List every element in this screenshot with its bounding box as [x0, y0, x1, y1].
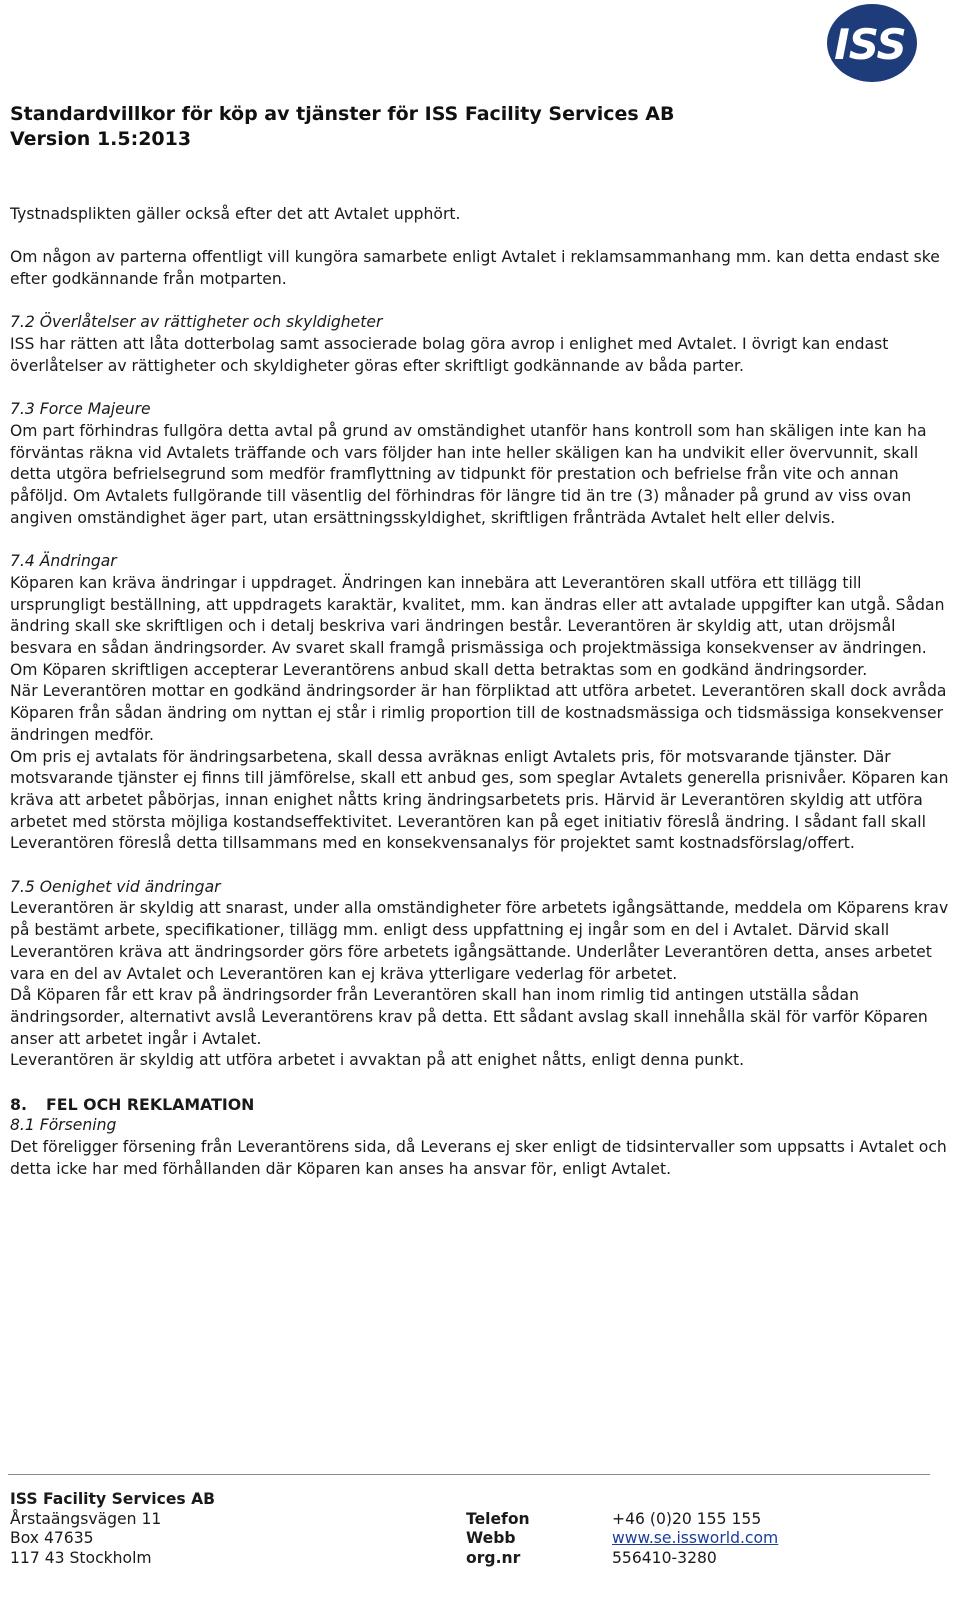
- section-heading-7-4: 7.4 Ändringar: [10, 552, 117, 571]
- chapter-title-8: FEL OCH REKLAMATION: [46, 1094, 255, 1114]
- paragraph-publicity: Om någon av parterna offentligt vill kungöra samarbete enligt Avtalet i reklamsammanhang mm. kan detta endast ske efter godkännande från motparten.: [10, 248, 940, 289]
- title-line-1: Standardvillkor för köp av tjänster för ISS Facility Services AB: [10, 103, 675, 125]
- document-body: [10, 204, 955, 1181]
- section-7-4: [10, 551, 955, 855]
- footer-phone-label: Telefon: [466, 1509, 530, 1528]
- section-text-8-1: Det föreligger försening från Leverantörens sida, då Leverans ej sker enligt de tidsintervaller som uppsatts i Avtalet och detta icke har med förhållanden där Köparen kan anses ha ansvar för, enligt Avtalet.: [10, 1138, 947, 1178]
- section-text-7-5-c: Leverantören är skyldig att utföra arbetet i avvaktan på att enighet nåtts, enligt denna punkt.: [10, 1051, 745, 1070]
- footer-company-name: ISS Facility Services AB: [10, 1490, 216, 1508]
- title-version: Version 1.5:2013: [10, 128, 192, 150]
- section-text-7-3: Om part förhindras fullgöra detta avtal på grund av omständighet utanför hans kontroll som han skäligen inte kan ha förväntas räkna vid Avtalets träffande och vars följder han inte heller skäligen kan ha undvikit eller övervunnit, skall detta utgöra befrielsegrund som medför framflyttning av tidpunkt för prestation och befrielse från vite och annan påföljd. Om Avtalets fullgörande till väsentlig del förhindras för längre tid än tre (3) månader på grund av viss ovan angiven omständighet äger part, utan ersättningsskyldighet, skriftligen frånträda Avtalet helt eller delvis.: [10, 421, 927, 527]
- footer-divider: [8, 1474, 930, 1475]
- section-text-7-4-b: När Leverantören mottar en godkänd ändringsorder är han förpliktad att utföra arbetet. Leverantören skall dock avråda Köparen från sådan ändring om nyttan ej står i rimlig proportion till de kostnadsmässiga och tidsmässiga konsekvenser ändringen medför.: [10, 682, 947, 744]
- section-7-2: [10, 312, 955, 377]
- footer-phone-value: +46 (0)20 155 155: [612, 1509, 762, 1528]
- footer-box: Box 47635: [10, 1529, 94, 1547]
- section-heading-7-2: 7.2 Överlåtelser av rättigheter och skyldigheter: [10, 313, 383, 332]
- chapter-heading-8: [10, 1094, 955, 1116]
- footer-city: 117 43 Stockholm: [10, 1548, 152, 1567]
- section-heading-7-3: 7.3 Force Majeure: [10, 400, 151, 419]
- document-title: [10, 102, 675, 152]
- section-text-7-5-b: Då Köparen får ett krav på ändringsorder från Leverantören skall han inom rimlig tid antingen utställa sådan ändringsorder, alternativt avslå Leverantörens krav på detta. Ett sådant avslag skall innehålla skäl för varför Köparen anser att arbetet ingår i Avtalet.: [10, 986, 928, 1048]
- page-footer: [10, 1490, 940, 1590]
- chapter-number-8: 8.: [10, 1094, 27, 1114]
- svg-text:ISS: ISS: [834, 20, 906, 69]
- section-text-7-2: ISS har rätten att låta dotterbolag samt associerade bolag göra avrop i enlighet med Avtalet. I övrigt kan endast överlåtelser av rättigheter och skyldigheter göras efter skriftligt godkännande av båda parter.: [10, 335, 889, 375]
- footer-street: Årstaängsvägen 11: [10, 1509, 162, 1528]
- iss-logo-icon: [826, 3, 918, 83]
- section-7-5: [10, 877, 955, 1072]
- footer-org-label: org.nr: [466, 1548, 521, 1567]
- section-8: [10, 1094, 955, 1181]
- section-7-3: [10, 399, 955, 529]
- section-heading-7-5: 7.5 Oenighet vid ändringar: [10, 877, 221, 896]
- section-heading-8-1: 8.1 Försening: [10, 1116, 117, 1135]
- section-text-7-5-a: Leverantören är skyldig att snarast, under alla omständigheter före arbetets igångsättande, meddela om Köparens krav på bestämt arbete, specifikationer, tillägg mm. enligt dess uppfattning ej ingår som en del i Avtalet. Därvid skall Leverantören kräva att ändringsorder görs före arbetets igångsättande. Underlåter Leverantören detta, anses arbetet vara en del av Avtalet och Leverantören kan ej kräva ytterligare vederlag för arbetet.: [10, 899, 949, 983]
- footer-web-link[interactable]: www.se.issworld.com: [612, 1529, 779, 1547]
- paragraph-confidentiality: Tystnadsplikten gäller också efter det att Avtalet upphört.: [10, 205, 461, 223]
- section-text-7-4-c: Om pris ej avtalats för ändringsarbetena, skall dessa avräknas enligt Avtalets pris, för motsvarande tjänster. Där motsvarande tjänster ej finns till jämförelse, skall ett anbud ges, som speglar Avtalets generella prisnivåer. Köparen kan kräva att arbetet påbörjas, innan enighet nåtts kring ändringsarbetets pris. Härvid är Leverantören skyldig att utföra arbetet med största möjliga kostandseffektivitet. Leverantören kan på eget initiativ föreslå ändring. I sådant fall skall Leverantören föreslå detta tillsammans med en konsekvensanalys för projektet samt kostnadsförslag/offert.: [10, 747, 949, 853]
- section-text-7-4-a: Köparen kan kräva ändringar i uppdraget. Ändringen kan innebära att Leverantören skall utföra ett tillägg till ursprungligt beställning, att uppdragets karaktär, kvalitet, mm. kan ändras eller att avtalade uppgifter kan utgå. Sådan ändring skall ske skriftligen och i detalj beskriva vari ändringen består. Leverantören är skyldig att, utan dröjsmål besvara en sådan ändringsorder. Av svaret skall framgå prismässiga och projektmässiga konsekvenser av ändringen. Om Köparen skriftligen accepterar Leverantörens anbud skall detta betraktas som en godkänd ändringsorder.: [10, 573, 945, 679]
- footer-web-label: Webb: [466, 1529, 516, 1547]
- footer-org-value: 556410-3280: [612, 1548, 717, 1567]
